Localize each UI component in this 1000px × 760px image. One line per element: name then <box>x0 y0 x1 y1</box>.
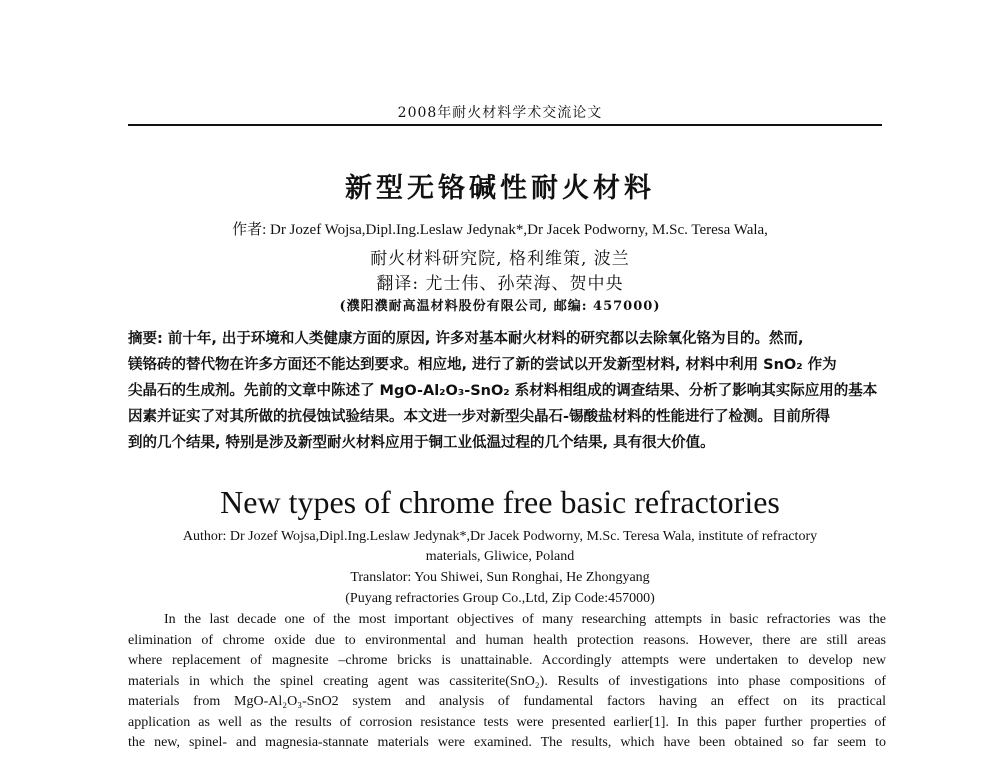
body-line: elimination of chrome oxide due to environmental and human health protection reasons. However, there are still areas <box>128 632 886 648</box>
english-title: New types of chrome free basic refractories <box>220 484 780 520</box>
chinese-authors: 作者: Dr Jozef Wojsa,Dipl.Ing.Leslaw Jedynak*,Dr Jacek Podworny, M.Sc. Teresa Wala, <box>232 222 768 238</box>
body-line: application as well as the results of corrosion resistance tests were presented earlier[1]. In this paper further properties of <box>128 714 886 730</box>
english-body <box>128 610 886 754</box>
body-line: the new, spinel- and magnesia-stannate materials were examined. The results, which have been obtained so far seem to <box>128 735 886 750</box>
english-authors-cont: materials, Gliwice, Poland <box>425 549 575 564</box>
abstract-line: 因素并证实了对其所做的抗侵蚀试验结果。本文进一步对新型尖晶石-锡酸盐材料的性能进行了检测。目前所得 <box>128 409 831 425</box>
english-authors: Author: Dr Jozef Wojsa,Dipl.Ing.Leslaw Jedynak*,Dr Jacek Podworny, M.Sc. Teresa Wala, institute of refractory <box>182 529 818 544</box>
english-address: (Puyang refractories Group Co.,Ltd, Zip Code:457000) <box>345 591 655 606</box>
chinese-title: 新型无铬碱性耐火材料 <box>345 173 655 204</box>
abstract-line: 到的几个结果, 特别是涉及新型耐火材料应用于铜工业低温过程的几个结果, 具有很大价值。 <box>128 435 715 451</box>
abstract-line: 尖晶石的生成剂。先前的文章中陈述了 MgO-Al₂O₃-SnO₂ 系材料相组成的调查结果、分析了影响其实际应用的基本 <box>128 383 878 399</box>
english-translators: Translator: You Shiwei, Sun Ronghai, He Zhongyang <box>350 570 650 585</box>
chinese-institute: 耐火材料研究院, 格利维策, 波兰 <box>370 249 630 269</box>
body-line: where replacement of magnesite –chrome bricks is unattainable. Accordingly attempts were undertaken to develop new <box>128 653 886 668</box>
chinese-translators: 翻译: 尤士伟、孙荣海、贺中央 <box>376 274 624 294</box>
body-line: materials in which the spinel creating agent was cassiterite(SnO₂). Results of investigations into phase compositions of <box>128 673 886 689</box>
header-rule <box>128 124 882 126</box>
body-line: materials from MgO-Al₂O₃-SnO2 system and analysis of fundamental factors having an effect on its practical <box>128 694 886 709</box>
chinese-address: (濮阳濮耐高温材料股份有限公司, 邮编: 457000) <box>339 299 661 314</box>
body-line: In the last decade one of the most important objectives of many researching attempts in basic refractories was the <box>164 612 886 627</box>
abstract-label: 摘要: <box>128 331 163 347</box>
abstract-line: 摘要: 前十年, 出于环境和人类健康方面的原因, 许多对基本耐火材料的研究都以去除氧化铬为目的。然而, <box>128 331 804 347</box>
chinese-abstract <box>128 326 886 456</box>
abstract-line: 镁铬砖的替代物在许多方面还不能达到要求。相应地, 进行了新的尝试以开发新型材料, 材料中利用 SnO₂ 作为 <box>128 357 837 373</box>
running-head: 2008年耐火材料学术交流论文 <box>397 105 603 121</box>
